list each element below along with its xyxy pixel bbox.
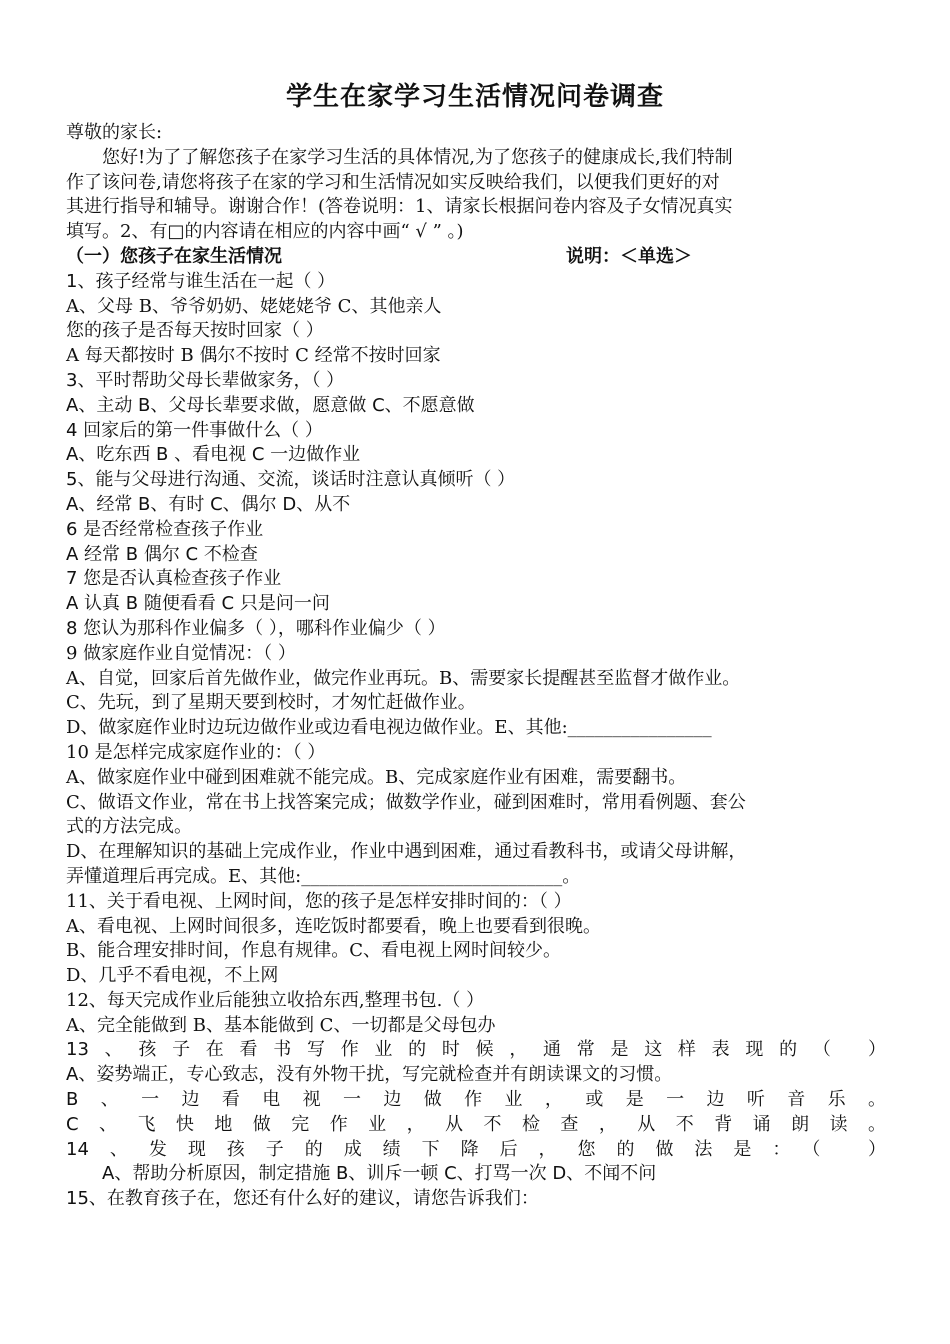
question-3: 3、平时帮助父母长辈做家务，（ ）: [66, 369, 345, 391]
document-body: [66, 121, 886, 1212]
options-10-d: D、在理解知识的基础上完成作业，作业中遇到困难，通过看教科书，或请父母讲解，: [66, 841, 747, 863]
options-13-b: B、一边看电视一边做作业，或是一边听音乐。: [66, 1089, 886, 1111]
intro-line: 填写。2、有□的内容请在相应的内容中画“ √ ” 。): [66, 221, 464, 243]
question-13: 13、孩子在看书写作业的时候，通常是这样表现的（ ）: [66, 1039, 886, 1061]
question-11: 11、关于看电视、上网时间，您的孩子是怎样安排时间的：（ ）: [66, 890, 572, 912]
options-9-a: A、自觉，回家后首先做作业，做完作业再玩。B、需要家长提醒甚至监督才做作业。: [66, 667, 741, 689]
section-label: （一）您孩子在家生活情况: [66, 245, 282, 267]
options-5: A、经常 B、有时 C、偶尔 D、从不: [66, 493, 351, 515]
greeting: 尊敬的家长:: [66, 122, 163, 143]
options-11-d: D、几乎不看电视，不上网: [66, 965, 279, 987]
intro-line: 您好!为了了解您孩子在家学习生活的具体情况,为了您孩子的健康成长,我们特制: [102, 146, 733, 168]
question-4: 4 回家后的第一件事做什么（ ）: [66, 419, 323, 441]
question-5: 5、能与父母进行沟通、交流，谈话时注意认真倾听（ ）: [66, 469, 516, 491]
options-10-c: C、做语文作业，常在书上找答案完成；做数学作业，碰到困难时，常用看例题、套公: [66, 791, 746, 813]
intro-line: 作了该问卷,请您将孩子在家的学习和生活情况如实反映给我们，以便我们更好的对: [66, 171, 720, 193]
options-10-c-cont: 式的方法完成。: [66, 816, 192, 838]
question-15: 15、在教育孩子在，您还有什么好的建议，请您告诉我们：: [66, 1188, 539, 1210]
options-11-a: A、看电视、上网时间很多，连吃饭时都要看，晚上也要看到很晚。: [66, 915, 601, 937]
options-7: A 认真 B 随便看看 C 只是问一问: [66, 593, 330, 615]
options-11-b: B、能合理安排时间，作息有规律。C、看电视上网时间较少。: [66, 940, 561, 962]
options-4: A、吃东西 B 、看电视 C 一边做作业: [66, 444, 361, 466]
options-3: A、主动 B、父母长辈要求做，愿意做 C、不愿意做: [66, 394, 475, 416]
section-note: 说明：＜单选＞: [566, 245, 692, 267]
options-13-a: A、姿势端正，专心致志，没有外物干扰，写完就检查并有朗读课文的习惯。: [66, 1064, 673, 1086]
page-title: 学生在家学习生活情况问卷调查: [285, 82, 664, 112]
question-6: 6 是否经常检查孩子作业: [66, 518, 264, 540]
question-9: 9 做家庭作业自觉情况：（ ）: [66, 642, 296, 664]
section-heading: [66, 245, 886, 270]
options-12: A、完全能做到 B、基本能做到 C、一切都是父母包办: [66, 1014, 496, 1036]
question-7: 7 您是否认真检查孩子作业: [66, 568, 282, 590]
options-1: A、父母 B、爷爷奶奶、姥姥姥爷 C、其他亲人: [66, 295, 442, 317]
question-1: 1、孩子经常与谁生活在一起（ ）: [66, 270, 336, 292]
intro-line: 其进行指导和辅导。谢谢合作！(答卷说明：1、请家长根据问卷内容及子女情况真实: [66, 196, 733, 218]
question-2: 您的孩子是否每天按时回家（ ）: [66, 320, 324, 342]
options-10-a: A、做家庭作业中碰到困难就不能完成。B、完成家庭作业有困难，需要翻书。: [66, 766, 687, 788]
options-2: A 每天都按时 B 偶尔不按时 C 经常不按时回家: [66, 345, 441, 367]
question-10: 10 是怎样完成家庭作业的：（ ）: [66, 741, 326, 763]
question-14: 14、发现孩子的成绩下降后，您的做法是：（ ）: [66, 1138, 886, 1160]
options-10-d-cont: 弄懂道理后再完成。E、其他:_____________________________。: [66, 865, 581, 887]
options-6: A 经常 B 偶尔 C 不检查: [66, 543, 258, 565]
options-9-d: D、做家庭作业时边玩边做作业或边看电视边做作业。E、其他:________________: [66, 717, 712, 739]
options-13-c: C、飞快地做完作业，从不检查，从不背诵朗读。: [66, 1113, 886, 1135]
question-8: 8 您认为那科作业偏多（ ），哪科作业偏少（ ）: [66, 617, 446, 639]
options-9-c: C、先玩，到了星期天要到校时，才匆忙赶做作业。: [66, 692, 476, 714]
question-12: 12、每天完成作业后能独立收拾东西,整理书包.（ ）: [66, 989, 485, 1011]
options-14: A、帮助分析原因，制定措施 B、训斥一顿 C、打骂一次 D、不闻不问: [102, 1163, 657, 1185]
